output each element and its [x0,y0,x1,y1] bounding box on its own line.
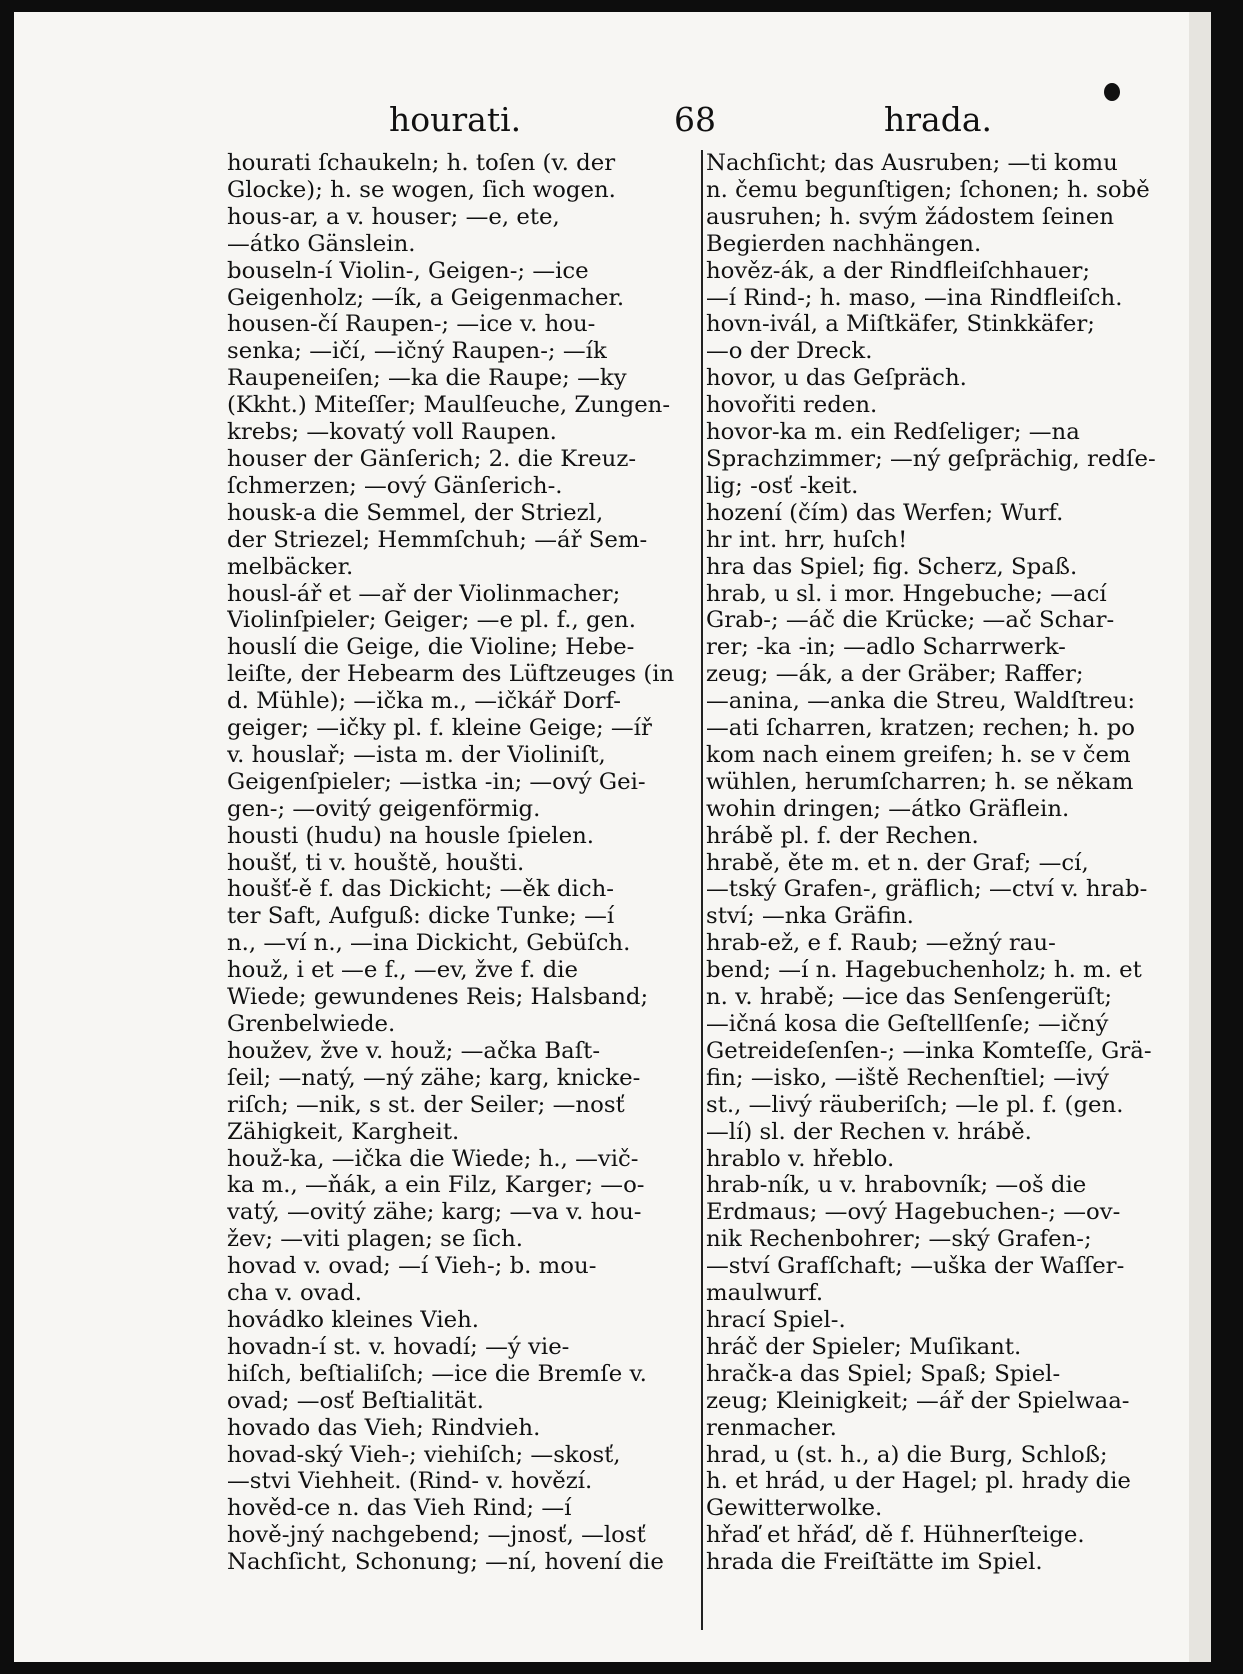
dictionary-line: kom nach einem greifen; h. se v čem [706,741,1131,768]
page-header [14,88,1189,140]
dictionary-line: st., —livý räuberiſch; —le pl. f. (gen. [706,1091,1124,1118]
dictionary-line: housti (hudu) na housle ſpielen. [227,822,595,849]
dictionary-line: Violinſpieler; Geiger; —e pl. f., gen. [227,607,636,634]
dictionary-line: der Striezel; Hemmſchuh; —ář Sem- [227,526,648,553]
ink-dot-mark [1104,83,1120,101]
dictionary-line: hráč der Spieler; Muſikant. [706,1333,1022,1360]
dictionary-line: hrad, u (st. h., a) die Burg, Schloß; [706,1441,1108,1468]
dictionary-line: fin; —isko, —iště Rechenſtiel; —ivý [706,1064,1110,1091]
dictionary-line: Nachſicht; das Ausruben; —ti komu [706,150,1118,176]
dictionary-line: Getreideſenſen-; —inka Komteſſe, Grä- [706,1037,1152,1064]
dictionary-line: rer; -ka -in; —adlo Scharrwerk- [706,634,1066,661]
dictionary-line: hození (čím) das Werfen; Wurf. [706,499,1064,526]
dictionary-line: hračk-a das Spiel; Spaß; Spiel- [706,1360,1061,1387]
header-left-guide-word: hourati. [389,100,522,139]
dictionary-line: —ství Grafſchaft; —uška der Waſſer- [706,1253,1125,1280]
dictionary-line: Grenbelwiede. [227,1011,396,1037]
dictionary-line: hrada die Freiſtätte im Spiel. [706,1549,1043,1576]
page-number: 68 [674,100,716,139]
dictionary-line: ſchmerzen; —ový Gänſerich-. [227,472,563,499]
dictionary-line: hovado das Vieh; Rindvieh. [227,1414,541,1441]
dictionary-line: d. Mühle); —ička m., —ičkář Dorf- [227,688,621,715]
dictionary-line: Wiede; gewundenes Reis; Halsband; [227,984,649,1011]
dictionary-line: housen-čí Raupen-; —ice v. hou- [227,311,596,338]
dictionary-line: hrabě, ěte m. et n. der Graf; —cí, [706,849,1089,876]
dictionary-line: ka m., —ňák, a ein Filz, Karger; —o- [227,1172,645,1199]
dictionary-line: hovad v. ovad; —í Vieh-; b. mou- [227,1253,597,1280]
dictionary-line: hiſch, beſtialiſch; —ice die Bremſe v. [227,1360,647,1387]
dictionary-line: wühlen, herumſcharren; h. se někam [706,768,1134,795]
dictionary-line: n. čemu begunſtigen; ſchonen; h. sobě [706,176,1150,203]
dictionary-line: žev; —viti plagen; se ſich. [227,1226,524,1253]
dictionary-line: houšť, ti v. houště, houšti. [227,849,525,876]
dictionary-line: houser der Gänſerich; 2. die Kreuz- [227,445,637,472]
dictionary-line: —stvi Viehheit. (Rind- v. hovězí. [227,1468,593,1495]
dictionary-line: ovad; —osť Beſtialität. [227,1387,484,1414]
dictionary-line: hra das Spiel; fig. Scherz, Spaß. [706,553,1078,580]
dictionary-line: hřaď et hřáď, dě f. Hühnerſteige. [706,1522,1085,1549]
dictionary-line: —ičná kosa die Geſtellſenſe; —ičný [706,1011,1109,1037]
dictionary-line: houž-ka, —ička die Wiede; h., —vič- [227,1145,639,1172]
dictionary-line: houžev, žve v. houž; —ačka Baſt- [227,1037,601,1064]
dictionary-line: maulwurf. [706,1280,824,1307]
dictionary-line: renmacher. [706,1414,837,1441]
dictionary-line: —ati ſcharren, kratzen; rechen; h. po [706,715,1136,742]
dictionary-line: wohin dringen; —átko Gräflein. [706,795,1070,822]
dictionary-line: lig; -osť -keit. [706,472,859,499]
dictionary-line: senka; —ičí, —ičný Raupen-; —ík [227,338,607,365]
dictionary-line: —í Rind-; h. maso, —ina Rindfleiſch. [706,284,1123,311]
dictionary-line: krebs; —kovatý voll Raupen. [227,419,557,446]
dictionary-line: hověd-ce n. das Vieh Rind; —í [227,1495,572,1522]
dictionary-line: hrab-ež, e f. Raub; —ežný rau- [706,930,1056,957]
dictionary-line: Begierden nachhängen. [706,230,982,257]
dictionary-line: hovor-ka m. ein Redſeliger; —na [706,419,1080,446]
dictionary-line: houž, i et —e f., —ev, žve f. die [227,957,579,984]
dictionary-line: houslí die Geige, die Violine; Hebe- [227,634,635,661]
dictionary-page [14,12,1189,1662]
dictionary-line: Gewitterwolke. [706,1495,883,1522]
dictionary-line: Raupeneiſen; —ka die Raupe; —ky [227,365,627,392]
dictionary-line: ter Saft, Aufguß: dicke Tunke; —í [227,903,615,930]
dictionary-line: Geigenſpieler; —istka -in; —ový Gei- [227,768,646,795]
dictionary-line: hovad-ský Vieh-; viehiſch; —skosť, [227,1441,621,1468]
dictionary-line: —tský Grafen-, gräflich; —ctví v. hrab- [706,876,1148,903]
dictionary-line: geiger; —ičky pl. f. kleine Geige; —íř [227,715,652,742]
dictionary-line: (Kkht.) Miteſſer; Maulſeuche, Zungen- [227,392,671,419]
dictionary-line: melbäcker. [227,553,354,580]
dictionary-line: v. houslař; —ista m. der Violiniſt, [227,741,606,768]
dictionary-line: Grab-; —áč die Krücke; —ač Schar- [706,607,1115,634]
dictionary-line: Nachſicht, Schonung; —ní, hovení die [227,1549,664,1576]
dictionary-line: hovádko kleines Vieh. [227,1306,480,1333]
dictionary-line: cha v. ovad. [227,1280,362,1307]
dictionary-line: hrablo v. hřeblo. [706,1145,895,1172]
dictionary-line: hově-jný nachgebend; —jnosť, —losť [227,1522,646,1549]
dictionary-line: ství; —nka Gräfin. [706,903,914,930]
dictionary-line: houšť-ě f. das Dickicht; —ěk dich- [227,876,615,903]
dictionary-line: leiſte, der Hebearm des Lüftzeuges (in [227,661,675,688]
dictionary-line: hrab, u sl. i mor. Hngebuche; —ací [706,580,1107,607]
right-column [706,150,1182,1576]
dictionary-line: bouseln-í Violin-, Geigen-; —ice [227,257,589,284]
dictionary-line: Glocke); h. se wogen, ſich wogen. [227,176,616,203]
dictionary-line: zeug; —ák, a der Gräber; Raffer; [706,661,1084,688]
dictionary-line: hovor, u das Geſpräch. [706,365,967,392]
page-edge [1189,12,1211,1662]
dictionary-line: housl-ář et —ař der Violinmacher; [227,580,621,607]
left-column [227,150,700,1576]
column-divider [701,150,703,1630]
dictionary-line: riſch; —nik, s st. der Seiler; —nosť [227,1091,625,1118]
dictionary-line: ſeil; —natý, —ný zähe; karg, knicke- [227,1064,641,1091]
dictionary-line: vatý, —ovitý zähe; karg; —va v. hou- [227,1199,642,1226]
dictionary-line: h. et hrád, u der Hagel; pl. hrady die [706,1468,1131,1495]
dictionary-line: Sprachzimmer; —ný geſprächig, redſe- [706,445,1156,472]
dictionary-line: —átko Gänslein. [227,230,416,257]
dictionary-line: hr int. hrr, huſch! [706,526,908,553]
dictionary-line: —o der Dreck. [706,338,873,365]
dictionary-line: hovadn-í st. v. hovadí; —ý vie- [227,1333,570,1360]
dictionary-line: hověz-ák, a der Rindfleiſchhauer; [706,257,1091,284]
dictionary-line: nik Rechenbohrer; —ský Grafen-; [706,1226,1092,1253]
dictionary-line: Geigenholz; —ík, a Geigenmacher. [227,284,625,311]
dictionary-line: hrab-ník, u v. hrabovník; —oš die [706,1172,1087,1199]
dictionary-line: housk-a die Semmel, der Striezl, [227,499,604,526]
dictionary-line: n. v. hrabě; —ice das Senſengerüſt; [706,984,1113,1011]
dictionary-line: hrací Spiel-. [706,1306,846,1333]
dictionary-line: hovořiti reden. [706,392,878,419]
dictionary-line: zeug; Kleinigkeit; —ář der Spielwaa- [706,1387,1130,1414]
dictionary-line: n., —ví n., —ina Dickicht, Gebüſch. [227,930,631,957]
header-right-guide-word: hrada. [884,100,992,139]
dictionary-line: —anina, —anka die Streu, Waldſtreu: [706,688,1136,715]
dictionary-line: hourati ſchaukeln; h. toſen (v. der [227,150,616,176]
dictionary-line: ausruhen; h. svým žádostem ſeinen [706,203,1115,230]
dictionary-line: hovn-ivál, a Miſtkäfer, Stinkkäfer; [706,311,1095,338]
dictionary-line: —lí) sl. der Rechen v. hrábě. [706,1118,1032,1145]
dictionary-line: bend; —í n. Hagebuchenholz; h. m. et [706,957,1142,984]
dictionary-line: Zähigkeit, Kargheit. [227,1118,460,1145]
dictionary-line: Erdmaus; —ový Hagebuchen-; —ov- [706,1199,1121,1226]
dictionary-line: gen-; —ovitý geigenförmig. [227,795,541,822]
dictionary-line: hrábě pl. f. der Rechen. [706,822,979,849]
dictionary-line: hous-ar, a v. houser; —e, ete, [227,203,560,230]
